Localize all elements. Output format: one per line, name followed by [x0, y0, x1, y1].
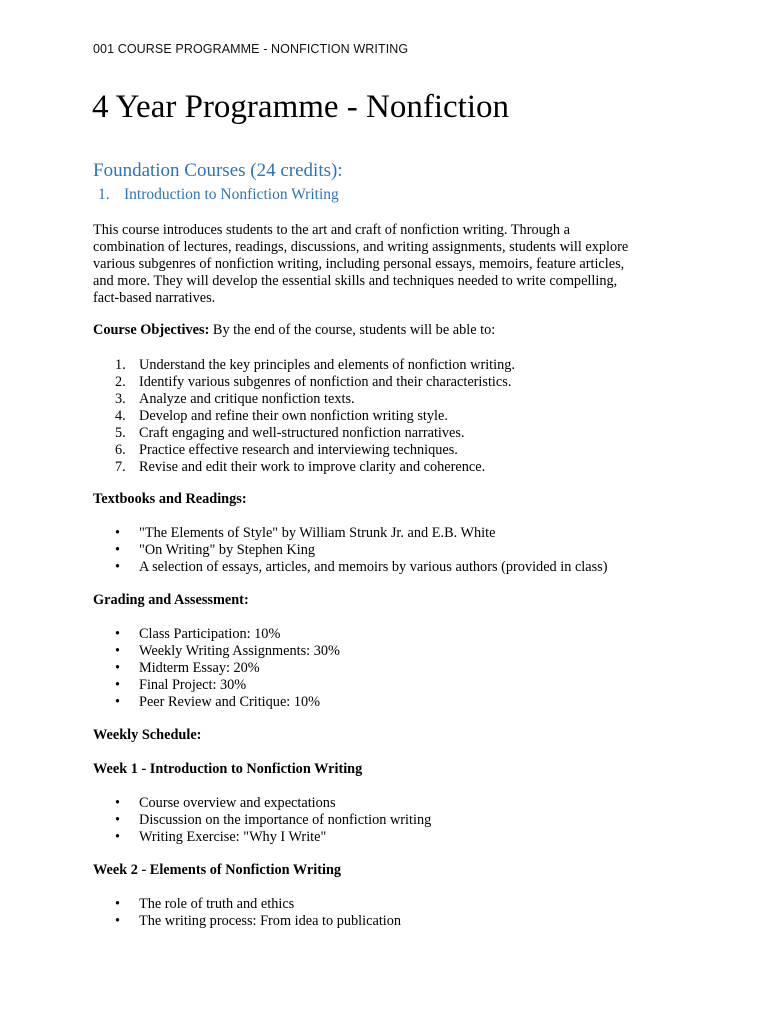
- list-item: [93, 391, 515, 408]
- list-number: 4.: [115, 408, 126, 424]
- list-item: [93, 643, 340, 660]
- bullet-icon: •: [115, 660, 121, 676]
- bullet-icon: •: [115, 829, 121, 845]
- intro-line: various subgenres of nonfiction writing, including personal essays, memoirs, feature articles,: [93, 256, 625, 272]
- objectives-intro: [93, 322, 495, 339]
- bullet-icon: •: [115, 626, 121, 642]
- list-item: [93, 425, 515, 442]
- list-item: [93, 896, 401, 913]
- list-item-text: Understand the key principles and elements of nonfiction writing.: [139, 357, 515, 373]
- bullet-icon: •: [115, 694, 121, 710]
- list-item: [93, 829, 431, 846]
- list-item: [93, 559, 608, 576]
- intro-line: combination of lectures, readings, discussions, and writing assignments, students will explore: [93, 239, 629, 255]
- list-item: [93, 795, 431, 812]
- list-item-text: Weekly Writing Assignments: 30%: [139, 643, 340, 659]
- course-number: 1.: [98, 186, 110, 203]
- bullet-icon: •: [115, 542, 121, 558]
- week2-heading: Week 2 - Elements of Nonfiction Writing: [93, 862, 342, 878]
- running-header: 001 COURSE PROGRAMME - NONFICTION WRITING: [93, 42, 409, 56]
- list-item-text: The writing process: From idea to publication: [139, 913, 402, 929]
- list-item-text: Final Project: 30%: [139, 677, 247, 693]
- bullet-icon: •: [115, 795, 121, 811]
- list-item-text: Class Participation: 10%: [139, 626, 281, 642]
- list-item: [93, 812, 431, 829]
- section-heading: Foundation Courses (24 credits):: [93, 160, 343, 181]
- bullet-icon: •: [115, 525, 121, 541]
- bullet-icon: •: [115, 677, 121, 693]
- objectives-label: Course Objectives:: [93, 322, 210, 338]
- list-item-text: Peer Review and Critique: 10%: [139, 694, 321, 710]
- list-item-text: "The Elements of Style" by William Strunk Jr. and E.B. White: [139, 525, 496, 541]
- week1-heading: Week 1 - Introduction to Nonfiction Writing: [93, 761, 363, 777]
- textbooks-list: [93, 525, 608, 576]
- page-title: 4 Year Programme - Nonfiction: [92, 89, 510, 125]
- week1-list: [93, 795, 431, 846]
- bullet-icon: •: [115, 913, 121, 929]
- list-item-text: The role of truth and ethics: [139, 896, 295, 912]
- list-item: [93, 459, 515, 476]
- course-heading: [98, 185, 339, 205]
- list-number: 3.: [115, 391, 126, 407]
- list-item-text: Revise and edit their work to improve clarity and coherence.: [139, 459, 486, 475]
- list-number: 5.: [115, 425, 126, 441]
- list-item: [93, 626, 340, 643]
- intro-line: This course introduces students to the art and craft of nonfiction writing. Through a: [93, 222, 570, 238]
- intro-line: and more. They will develop the essential skills and techniques needed to write compelling,: [93, 273, 618, 289]
- grading-heading: Grading and Assessment:: [93, 592, 249, 608]
- grading-list: [93, 626, 340, 711]
- list-item: [93, 442, 515, 459]
- week2-list: [93, 896, 401, 930]
- list-number: 1.: [115, 357, 126, 373]
- list-item-text: Analyze and critique nonfiction texts.: [139, 391, 355, 407]
- bullet-icon: •: [115, 643, 121, 659]
- intro-paragraph: [93, 222, 683, 307]
- list-number: 2.: [115, 374, 126, 390]
- objectives-lead: By the end of the course, students will be able to:: [209, 322, 496, 338]
- textbooks-heading: Textbooks and Readings:: [93, 491, 247, 507]
- list-item: [93, 408, 515, 425]
- objectives-list: [93, 357, 515, 476]
- intro-line: fact-based narratives.: [93, 290, 216, 306]
- course-title: Introduction to Nonfiction Writing: [124, 186, 339, 203]
- list-item-text: Identify various subgenres of nonfiction and their characteristics.: [139, 374, 512, 390]
- bullet-icon: •: [115, 559, 121, 575]
- list-item: [93, 677, 340, 694]
- bullet-icon: •: [115, 896, 121, 912]
- list-item: [93, 913, 401, 930]
- list-item: [93, 694, 340, 711]
- list-number: 6.: [115, 442, 126, 458]
- list-item-text: "On Writing" by Stephen King: [139, 542, 316, 558]
- list-item: [93, 357, 515, 374]
- list-item: [93, 660, 340, 677]
- list-item-text: Practice effective research and interviewing techniques.: [139, 442, 458, 458]
- list-item-text: Midterm Essay: 20%: [139, 660, 260, 676]
- list-item-text: Craft engaging and well-structured nonfiction narratives.: [139, 425, 465, 441]
- list-number: 7.: [115, 459, 126, 475]
- list-item-text: A selection of essays, articles, and memoirs by various authors (provided in class): [139, 559, 608, 575]
- list-item-text: Develop and refine their own nonfiction writing style.: [139, 408, 448, 424]
- list-item-text: Writing Exercise: "Why I Write": [139, 829, 327, 845]
- list-item: [93, 525, 608, 542]
- schedule-heading: Weekly Schedule:: [93, 727, 202, 743]
- list-item-text: Course overview and expectations: [139, 795, 336, 811]
- bullet-icon: •: [115, 812, 121, 828]
- list-item-text: Discussion on the importance of nonfiction writing: [139, 812, 432, 828]
- list-item: [93, 542, 608, 559]
- list-item: [93, 374, 515, 391]
